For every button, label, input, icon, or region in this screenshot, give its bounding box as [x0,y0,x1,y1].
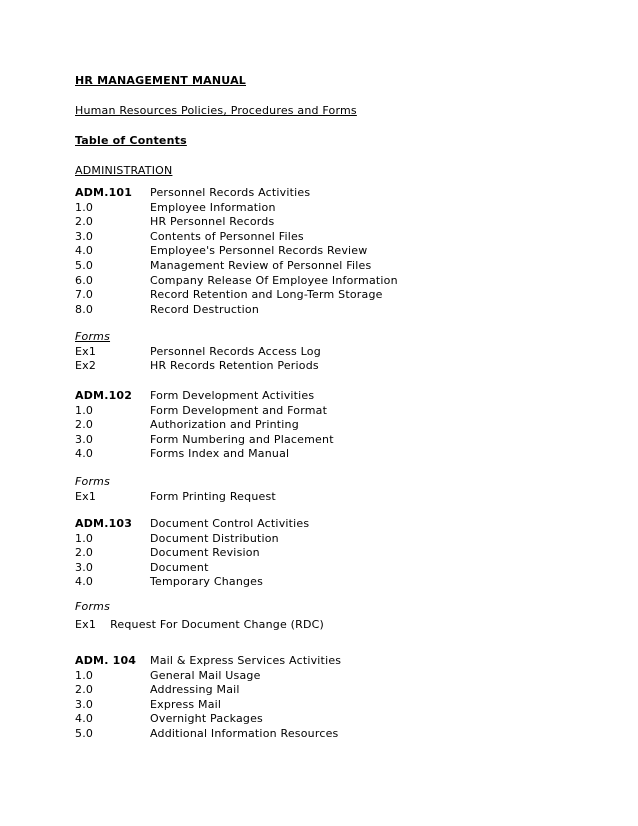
item-number: 1.0 [75,531,94,545]
item-number: 2.0 [75,546,94,560]
item-number: 1.0 [75,668,94,682]
toc-row [75,546,595,561]
toc-row [75,698,595,713]
forms-label: Forms [75,600,111,613]
item-text: Management Review of Personnel Files [150,258,372,272]
form-number: Ex2 [75,359,97,373]
form-row [75,359,595,374]
form-number: Ex1 [75,617,97,631]
item-number: 2.0 [75,683,94,697]
item-text: Employee's Personnel Records Review [150,244,368,258]
toc-row [75,433,595,448]
item-number: 4.0 [75,575,94,589]
item-number: 6.0 [75,273,94,287]
section-code: ADM.103 [75,517,133,530]
form-row [75,618,595,633]
toc-row [75,288,595,303]
form-row [75,345,595,360]
adm104-block [75,654,595,742]
form-text: HR Records Retention Periods [150,359,319,373]
toc-heading: Table of Contents [75,134,187,147]
toc-row [75,259,595,274]
form-text: Personnel Records Access Log [150,344,321,358]
toc-row [75,683,595,698]
item-text: Record Retention and Long-Term Storage [150,288,383,302]
toc-row [75,303,595,318]
item-text: Document Revision [150,546,260,560]
item-number: 3.0 [75,229,94,243]
section-title: Form Development Activities [150,389,315,402]
item-text: Overnight Packages [150,712,263,726]
item-number: 8.0 [75,302,94,316]
item-number: 2.0 [75,215,94,229]
section-title: Personnel Records Activities [150,186,311,199]
section-header-row [75,186,595,201]
toc-row [75,404,595,419]
forms-label: Forms [75,330,111,343]
section-header-row [75,389,595,404]
item-text: General Mail Usage [150,668,261,682]
toc-row [75,447,595,462]
manual-subtitle: Human Resources Policies, Procedures and Forms [75,104,357,117]
item-text: Employee Information [150,200,276,214]
manual-title: HR MANAGEMENT MANUAL [75,74,247,87]
item-number: 3.0 [75,560,94,574]
section-code: ADM.102 [75,389,133,402]
section-heading: ADMINISTRATION [75,164,173,177]
item-number: 4.0 [75,712,94,726]
form-text: Request For Document Change (RDC) [110,617,324,631]
toc-row [75,274,595,289]
item-text: Authorization and Printing [150,418,299,432]
toc-row [75,244,595,259]
form-number: Ex1 [75,489,97,503]
toc-row [75,561,595,576]
toc-row [75,727,595,742]
adm102-block [75,389,595,462]
item-text: Express Mail [150,697,222,711]
item-number: 1.0 [75,403,94,417]
adm103-forms-block [75,600,595,632]
item-text: Document [150,560,209,574]
item-text: Contents of Personnel Files [150,229,304,243]
toc-row [75,201,595,216]
toc-row [75,669,595,684]
section-title: Document Control Activities [150,517,310,530]
item-text: Additional Information Resources [150,726,339,740]
forms-label: Forms [75,475,111,488]
item-number: 4.0 [75,244,94,258]
item-number: 5.0 [75,258,94,272]
toc-row [75,418,595,433]
item-text: Temporary Changes [150,575,264,589]
section-header-row [75,517,595,532]
item-number: 2.0 [75,418,94,432]
toc-row [75,532,595,547]
item-text: Form Numbering and Placement [150,432,334,446]
section-code: ADM. 104 [75,654,137,667]
item-text: Addressing Mail [150,683,240,697]
toc-row [75,215,595,230]
item-number: 7.0 [75,288,94,302]
item-number: 3.0 [75,432,94,446]
toc-row [75,712,595,727]
toc-row [75,575,595,590]
form-text: Form Printing Request [150,489,276,503]
item-text: HR Personnel Records [150,215,275,229]
item-text: Record Destruction [150,302,259,316]
adm102-forms-block [75,475,595,504]
item-number: 4.0 [75,447,94,461]
section-code: ADM.101 [75,186,133,199]
adm103-block [75,517,595,590]
adm101-block [75,186,595,317]
item-text: Company Release Of Employee Information [150,273,398,287]
item-text: Forms Index and Manual [150,447,290,461]
form-number: Ex1 [75,344,97,358]
item-text: Form Development and Format [150,403,328,417]
section-title: Mail & Express Services Activities [150,654,342,667]
item-number: 3.0 [75,697,94,711]
item-number: 1.0 [75,200,94,214]
adm101-forms-block [75,330,595,374]
item-number: 5.0 [75,726,94,740]
item-text: Document Distribution [150,531,279,545]
section-header-row [75,654,595,669]
form-row [75,490,595,505]
toc-row [75,230,595,245]
